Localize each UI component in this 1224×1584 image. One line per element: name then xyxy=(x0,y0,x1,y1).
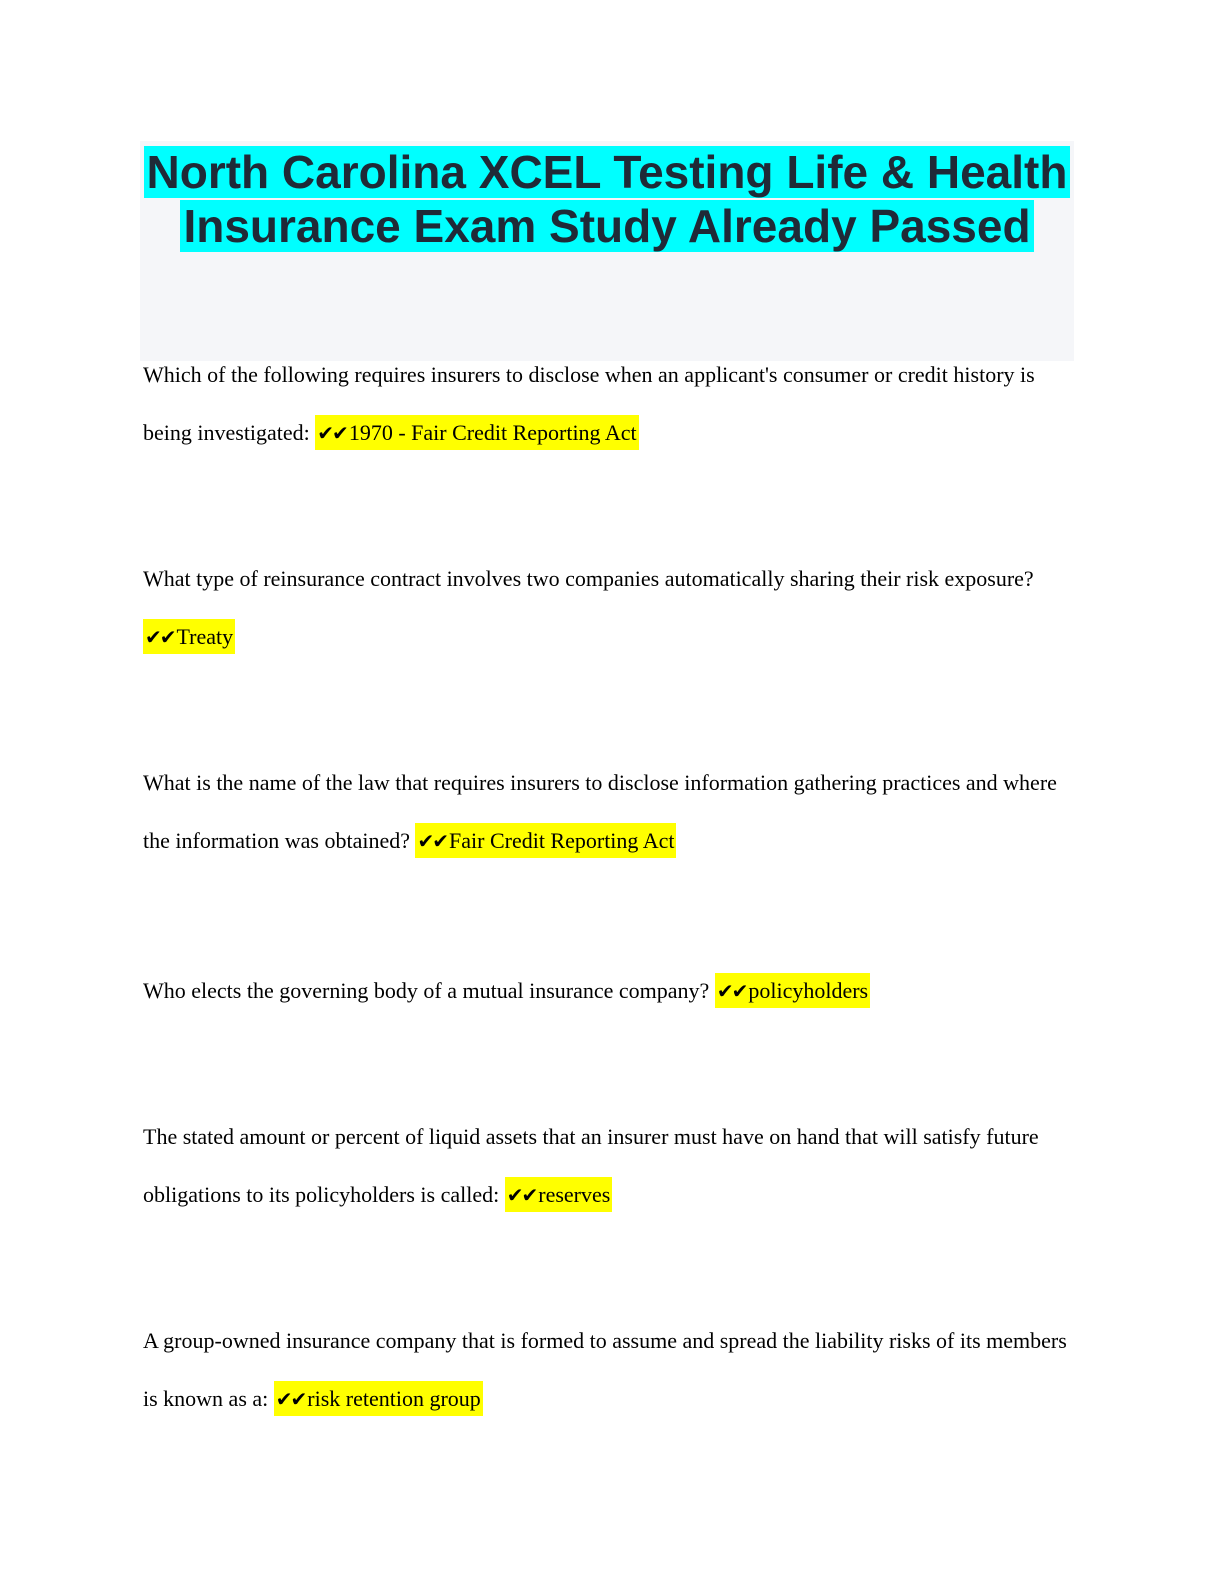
answer-text: policyholders xyxy=(748,978,869,1003)
question-text: A group-owned insurance company that is formed to assume and spread the liability risks of its members is known as a: xyxy=(143,1328,1067,1411)
answer-text: reserves xyxy=(538,1182,611,1207)
double-check-icon: ✔✔ xyxy=(506,1183,537,1207)
answer-highlight xyxy=(315,415,638,450)
answer-text: risk retention group xyxy=(307,1386,481,1411)
answer-highlight xyxy=(274,1381,483,1416)
title-highlight: North Carolina XCEL Testing Life & Health Insurance Exam Study Already Passed xyxy=(144,146,1071,252)
answer-highlight xyxy=(143,619,235,654)
document-title xyxy=(140,141,1074,253)
answer-text: Treaty xyxy=(176,624,234,649)
question-text: Which of the following requires insurers to disclose when an applicant's consumer or credit history is being investigated: xyxy=(143,362,1035,445)
question-text: Who elects the governing body of a mutual insurance company? xyxy=(143,978,710,1003)
answer-highlight xyxy=(415,823,676,858)
title-block xyxy=(140,141,1074,361)
answer-highlight xyxy=(715,973,870,1008)
answer-highlight xyxy=(505,1177,613,1212)
qa-item-1 xyxy=(143,346,1078,462)
double-check-icon: ✔✔ xyxy=(275,1387,306,1411)
double-check-icon: ✔✔ xyxy=(145,625,175,649)
qa-item-5 xyxy=(143,1108,1078,1224)
answer-text: 1970 - Fair Credit Reporting Act xyxy=(348,420,637,445)
qa-item-3 xyxy=(143,754,1078,870)
qa-item-6 xyxy=(143,1312,1078,1428)
qa-item-4 xyxy=(143,962,1078,1020)
answer-text: Fair Credit Reporting Act xyxy=(449,828,675,853)
double-check-icon: ✔✔ xyxy=(716,979,747,1003)
qa-item-2 xyxy=(143,550,1078,666)
double-check-icon: ✔✔ xyxy=(417,829,447,853)
double-check-icon: ✔✔ xyxy=(317,421,347,445)
question-text: What is the name of the law that requires insurers to disclose information gathering practices and where the information was obtained? xyxy=(143,770,1057,853)
question-text: The stated amount or percent of liquid assets that an insurer must have on hand that will satisfy future obligations to its policyholders is called: xyxy=(143,1124,1039,1207)
question-text: What type of reinsurance contract involves two companies automatically sharing their risk exposure? xyxy=(143,566,1034,591)
